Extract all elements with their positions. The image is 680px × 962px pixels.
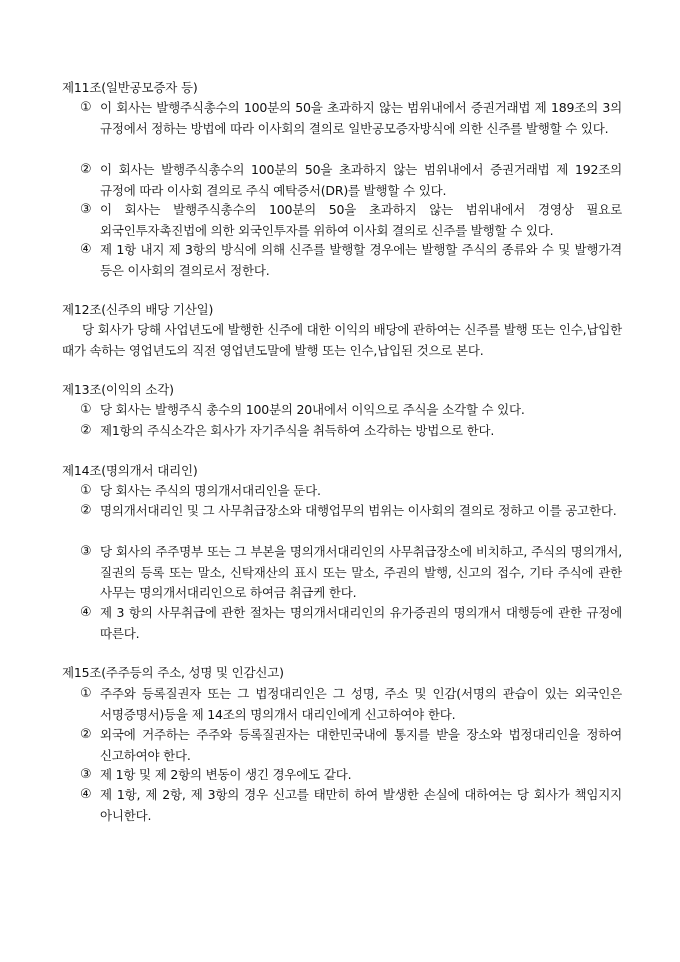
item-number: ④: [80, 605, 92, 620]
item-number: ③: [80, 767, 92, 782]
article-15-heading: 제15조(주주등의 주소, 성명 및 인감신고): [62, 665, 284, 680]
article-12-paragraph: 당 회사가 당해 사업년도에 발행한 신주에 대한 이익의 배당에 관하여는 신주를 발행 또는 인수,납입한 때가 속하는 영업년도의 직전 영업년도말에 발행 또는 인수,납입된 것으로 본다.: [62, 322, 622, 358]
item-text: 주주와 등록질권자 또는 그 법정대리인은 그 성명, 주소 및 인감(서명의 관습이 있는 외국인은 서명증명서)등을 제 14조의 명의개서 대리인에게 신고하여야 한다.: [100, 686, 622, 722]
item-number: ②: [80, 162, 92, 177]
item-number: ④: [80, 242, 92, 257]
article-11-heading: 제11조(일반공모증자 등): [62, 80, 198, 95]
item-text: 외국에 거주하는 주주와 등록질권자는 대한민국내에 통지를 받을 장소와 법정대리인을 정하여 신고하여야 한다.: [100, 727, 622, 763]
item-number: ③: [80, 202, 92, 217]
item-text: 당 회사의 주주명부 또는 그 부본을 명의개서대리인의 사무취급장소에 비치하고, 주식의 명의개서, 질권의 등록 또는 말소, 신탁재산의 표시 또는 말소, 주권의 발행, 신고의 접수, 기타 주식에 관한 사무는 명의개서대리인으로 하여금 취급케 한다.: [100, 544, 622, 600]
item-number: ④: [80, 787, 92, 802]
item-text: 당 회사는 주식의 명의개서대리인을 둔다.: [100, 483, 321, 498]
article-13-heading: 제13조(이익의 소각): [62, 382, 174, 397]
item-text: 제1항의 주식소각은 회사가 자기주식을 취득하여 소각하는 방법으로 한다.: [100, 423, 495, 438]
item-number: ②: [80, 503, 92, 518]
item-text: 제 1항, 제 2항, 제 3항의 경우 신고를 태만히 하여 발생한 손실에 대하여는 당 회사가 책임지지 아니한다.: [100, 787, 622, 823]
item-text: 제 1항 내지 제 3항의 방식에 의해 신주를 발행할 경우에는 발행할 주식의 종류와 수 및 발행가격 등은 이사회의 결의로서 정한다.: [100, 242, 622, 278]
item-text: 이 회사는 발행주식총수의 100분의 50을 초과하지 않는 범위내에서 경영상 필요로 외국인투자촉진법에 의한 외국인투자를 위하여 이사회 결의로 신주를 발행할 수 있다.: [100, 202, 622, 238]
item-text: 당 회사는 발행주식 총수의 100분의 20내에서 이익으로 주식을 소각할 수 있다.: [100, 402, 525, 417]
article-14-heading: 제14조(명의개서 대리인): [62, 463, 198, 478]
item-text: 이 회사는 발행주식총수의 100분의 50을 초과하지 않는 범위내에서 증권거래법 제 192조의 규정에 따라 이사회 결의로 주식 예탁증서(DR)를 발행할 수 있다.: [100, 162, 622, 198]
item-number: ①: [80, 402, 92, 417]
item-text: 제 1항 및 제 2항의 변동이 생긴 경우에도 같다.: [100, 767, 352, 782]
item-number: ①: [80, 483, 92, 498]
item-text: 이 회사는 발행주식총수의 100분의 50을 초과하지 않는 범위내에서 증권거래법 제 189조의 3의 규정에서 정하는 방법에 따라 이사회의 결의로 일반공모증자방식에 의한 신주를 발행할 수 있다.: [100, 100, 622, 136]
article-12-heading: 제12조(신주의 배당 기산일): [62, 302, 214, 317]
item-number: ②: [80, 423, 92, 438]
item-number: ①: [80, 100, 92, 115]
item-text: 제 3 항의 사무취급에 관한 절차는 명의개서대리인의 유가증권의 명의개서 대행등에 관한 규정에 따른다.: [100, 605, 622, 641]
item-number: ②: [80, 727, 92, 742]
item-number: ③: [80, 544, 92, 559]
item-text: 명의개서대리인 및 그 사무취급장소와 대행업무의 범위는 이사회의 결의로 정하고 이를 공고한다.: [100, 503, 617, 518]
item-number: ①: [80, 686, 92, 701]
